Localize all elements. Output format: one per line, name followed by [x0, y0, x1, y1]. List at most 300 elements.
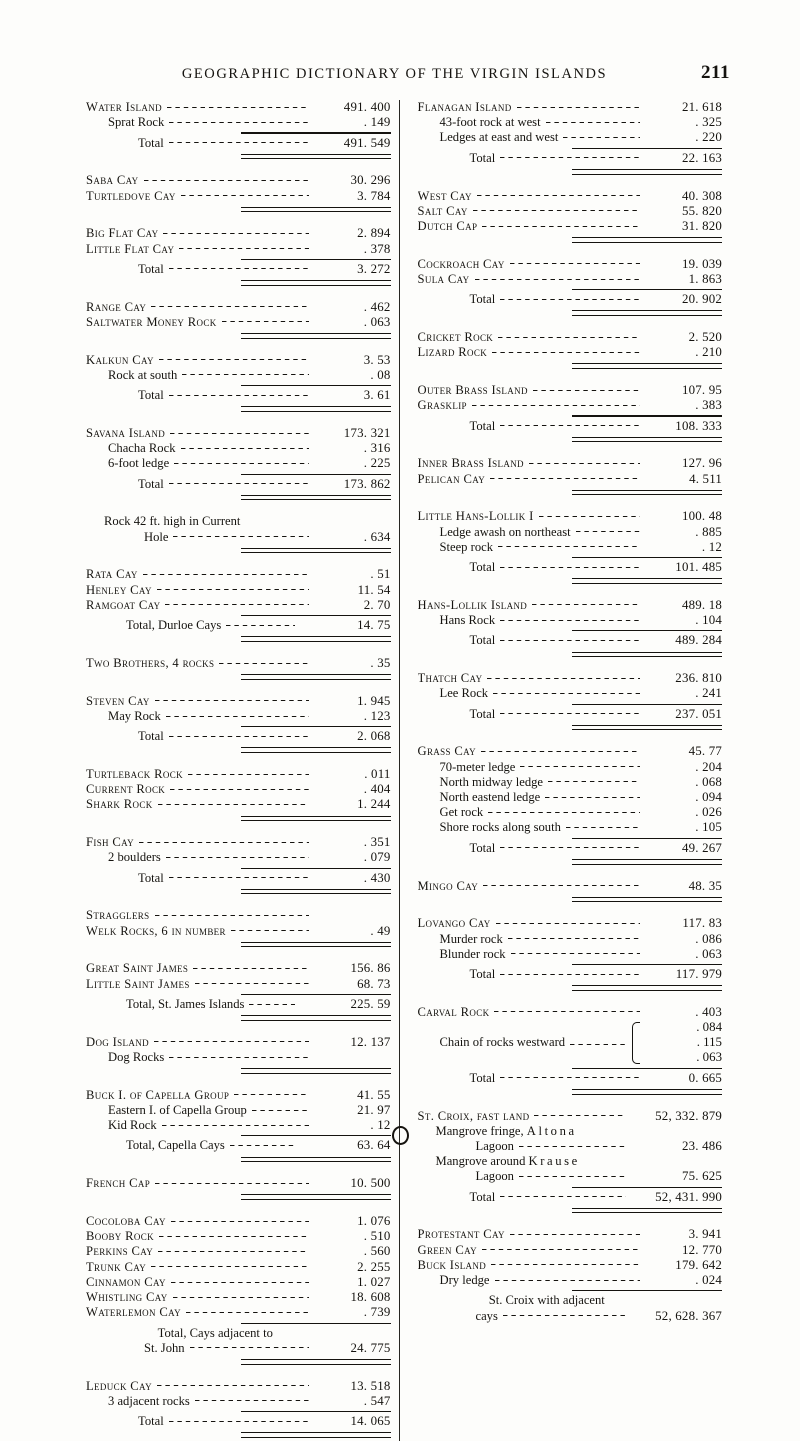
entry-value: . 220: [695, 130, 723, 145]
page-number: 211: [701, 62, 730, 83]
entry-label-wrap: [86, 173, 311, 188]
entry-row: [418, 1005, 723, 1020]
entry-label-wrap: [418, 100, 643, 115]
entry-row: [418, 130, 723, 145]
entry-label: Whistling Cay: [86, 1290, 168, 1305]
rule-line: [572, 630, 722, 631]
entry-value: . 149: [363, 115, 391, 130]
entry-value: 2. 520: [688, 330, 723, 344]
entry-label-wrap: [86, 908, 311, 923]
entry-label: May Rock: [108, 708, 161, 723]
entry-value: 68. 73: [357, 976, 391, 991]
entry-value: . 383: [695, 398, 723, 413]
entry-label: Cinnamon Cay: [86, 1274, 166, 1289]
entry-value: 237. 051: [675, 706, 723, 721]
rule-line: [241, 816, 391, 822]
entry-label-wrap: [418, 345, 643, 360]
entry-label-wrap: [86, 1229, 311, 1244]
right-column: [400, 100, 723, 1441]
rule-line: [241, 406, 391, 412]
entry-label-wrap: [86, 1414, 311, 1429]
entry-value: 21. 97: [357, 1102, 391, 1117]
entry-value: 101. 485: [675, 560, 723, 574]
rule-line: [241, 747, 391, 753]
entry-label-wrap: [418, 1109, 629, 1124]
wrapped-entry-line1: Mangrove fringe, Altona: [435, 1123, 577, 1138]
rule-line: [572, 1068, 722, 1069]
dot-leader: [155, 908, 309, 919]
entry-label: Total, Capella Cays: [126, 1138, 225, 1153]
entry-label-wrap: [86, 136, 311, 151]
group-gap: [86, 1077, 391, 1088]
group-gap: [418, 1216, 723, 1227]
group-double-rule: [86, 1194, 391, 1200]
wrapped-entry-line1: St. Croix with adjacent: [488, 1293, 605, 1308]
entry-label: St. John: [144, 1340, 185, 1355]
entry-row: [86, 477, 391, 492]
dot-leader: [500, 1071, 640, 1082]
entry-label-wrap: [418, 598, 643, 613]
entry-label: Total: [469, 1070, 496, 1085]
group-gap: [418, 372, 723, 383]
ring-glyph: [392, 1126, 409, 1145]
entry-row: [86, 656, 391, 671]
entry-value: . 079: [363, 850, 391, 865]
dot-leader: [498, 540, 640, 551]
rule-line: [572, 704, 722, 705]
entry-group: [86, 656, 391, 680]
entry-label-wrap: [86, 924, 311, 939]
entry-row: [418, 115, 723, 130]
dot-leader: [169, 1414, 309, 1425]
entry-row: [86, 315, 391, 330]
group-double-rule: [86, 747, 391, 753]
entry-label: 6-foot ledge: [108, 456, 170, 471]
entry-label: Total: [138, 1414, 164, 1429]
left-column: [86, 100, 399, 1441]
dot-leader: [473, 204, 640, 215]
rule-line: [241, 1068, 391, 1074]
dot-leader: [234, 1088, 308, 1099]
entry-value: 117. 979: [675, 967, 723, 981]
wrapped-entry: [86, 1326, 391, 1356]
group-double-rule: [418, 437, 723, 443]
entry-value: . 063: [363, 314, 391, 329]
entry-label-wrap: [418, 707, 643, 722]
entry-label: Carval Rock: [417, 1004, 490, 1019]
entry-value: . 123: [363, 708, 391, 723]
dot-leader: [231, 924, 309, 935]
entry-row: [418, 820, 723, 835]
entry-value: . 403: [695, 1004, 723, 1019]
entry-group: [418, 383, 723, 442]
group-double-rule: [86, 636, 391, 642]
entry-value: 41. 55: [357, 1087, 391, 1102]
entry-row: [418, 1258, 723, 1273]
rule-line: [241, 1432, 391, 1438]
dot-leader: [490, 472, 640, 483]
entry-label-wrap: [418, 686, 643, 701]
entry-value: 1. 027: [357, 1274, 391, 1289]
group-gap: [86, 1368, 391, 1379]
entry-value: 117. 83: [682, 916, 723, 931]
entry-row: [86, 1290, 391, 1305]
value-rule: [86, 615, 391, 616]
entry-label-wrap: [86, 598, 311, 613]
group-double-rule: [418, 652, 723, 658]
entry-label-wrap: [86, 300, 311, 315]
value-rule: [418, 1068, 723, 1069]
group-gap: [418, 498, 723, 509]
dot-leader: [158, 1244, 308, 1255]
entry-label-wrap: [418, 1227, 643, 1242]
dot-leader: [186, 1305, 309, 1316]
entry-label: Total: [469, 706, 496, 721]
entry-label-wrap: [86, 977, 311, 992]
entry-label: Lovango Cay: [417, 916, 491, 931]
entry-label: Total: [138, 870, 164, 885]
dot-leader: [171, 1275, 309, 1286]
entry-label: Water Island: [86, 100, 162, 114]
group-double-rule: [86, 889, 391, 895]
entry-group: [86, 426, 391, 501]
entry-label: Little Hans-Lollik I: [417, 509, 534, 524]
entry-label-wrap: [418, 257, 643, 272]
entry-label-wrap: [86, 618, 297, 633]
entry-label-wrap: [418, 398, 643, 413]
entry-value: . 12: [370, 1118, 391, 1133]
group-gap: [86, 897, 391, 908]
entry-value: 1. 863: [688, 271, 723, 286]
entry-label-wrap: [418, 472, 643, 487]
entry-label: Dry ledge: [439, 1273, 490, 1288]
group-double-rule: [418, 310, 723, 316]
dot-leader: [519, 1169, 626, 1180]
entry-label-wrap: [86, 1260, 311, 1275]
group-double-rule: [86, 942, 391, 948]
column-divider-rule: [399, 100, 400, 1441]
group-double-rule: [86, 1157, 391, 1163]
entry-value: . 51: [370, 567, 391, 582]
entry-row: [418, 1190, 723, 1205]
entry-row: [418, 916, 723, 931]
dot-leader: [143, 567, 309, 578]
entry-label: North eastend ledge: [439, 790, 541, 804]
dot-leader: [500, 707, 640, 718]
dot-leader: [510, 257, 640, 268]
dot-leader: [249, 997, 294, 1008]
entry-value: . 204: [695, 759, 723, 774]
value-rule: [86, 385, 391, 386]
value-rule: [418, 964, 723, 965]
entry-row: [86, 1305, 391, 1320]
entry-row: [418, 398, 723, 413]
rule-line: [572, 964, 722, 965]
entry-value: 52, 431. 990: [655, 1189, 723, 1204]
entry-label-wrap: [418, 330, 643, 345]
group-double-rule: [418, 169, 723, 175]
group-gap: [418, 994, 723, 1005]
entry-row: [418, 1071, 723, 1086]
entry-label-wrap: [418, 560, 643, 575]
entry-value: 48. 35: [688, 878, 723, 893]
rule-line: [572, 838, 722, 839]
entry-label-wrap: [418, 633, 643, 648]
dot-leader: [500, 841, 640, 852]
entry-label: West Cay: [417, 188, 472, 203]
entry-label: St. Croix, fast land: [417, 1108, 530, 1123]
entry-row: [86, 300, 391, 315]
entry-label: Pelican Cay: [417, 471, 486, 486]
entry-value: 3. 53: [363, 352, 391, 367]
dot-leader: [222, 315, 309, 326]
entry-value: . 068: [695, 774, 723, 789]
entry-label-wrap: [418, 419, 643, 434]
entry-row: [418, 540, 723, 555]
group-gap: [418, 445, 723, 456]
group-gap: [86, 1024, 391, 1035]
group-gap: [418, 905, 723, 916]
entry-label-wrap: [86, 583, 311, 598]
entry-value: 55. 820: [681, 203, 723, 218]
entry-group: [418, 879, 723, 903]
entry-row: [86, 242, 391, 257]
entry-group: [86, 961, 391, 1020]
entry-label-wrap: [86, 961, 311, 976]
rule-line: [572, 237, 722, 243]
entry-label: Kalkun Cay: [86, 352, 154, 367]
rule-line: [572, 897, 722, 903]
rule-line: [572, 437, 722, 443]
entry-group: [86, 173, 391, 212]
dot-leader: [482, 1243, 640, 1254]
dot-leader: [500, 292, 640, 303]
entry-group: [86, 1379, 391, 1438]
group-double-rule: [86, 495, 391, 501]
entry-label: Total: [138, 135, 164, 150]
dot-leader: [566, 820, 640, 831]
entry-row: [418, 345, 723, 360]
entry-value: . 241: [695, 686, 723, 701]
entry-value: . 560: [363, 1244, 391, 1259]
dot-leader: [159, 1229, 309, 1240]
group-double-rule: [418, 897, 723, 903]
entry-row: [86, 368, 391, 383]
entry-value: 14. 065: [350, 1414, 391, 1429]
dot-leader: [500, 560, 640, 571]
entry-label: Salt Cay: [417, 203, 468, 218]
entry-label-wrap: [86, 997, 297, 1012]
entry-row: [418, 967, 723, 982]
dot-leader: [179, 242, 308, 253]
entry-label: Sprat Rock: [108, 115, 165, 130]
entry-row: [86, 1088, 391, 1103]
entry-row: [418, 219, 723, 234]
running-head-title: GEOGRAPHIC DICTIONARY OF THE VIRGIN ISLANDS: [181, 66, 608, 82]
entry-value: 1. 244: [357, 797, 391, 812]
entry-label: French Cap: [86, 1176, 151, 1191]
dot-leader: [472, 398, 640, 409]
entry-label: 43-foot rock at west: [439, 115, 541, 130]
entry-value: 225. 59: [350, 996, 391, 1011]
dot-leader: [226, 618, 294, 629]
entry-value: . 094: [695, 790, 723, 804]
wrapped-entry-line2: [86, 530, 391, 545]
wrapped-entry: [86, 514, 391, 544]
entry-label: Total: [138, 476, 164, 491]
entry-value: 3. 941: [688, 1227, 723, 1242]
entry-group: [86, 767, 391, 821]
dot-leader: [511, 947, 640, 958]
entry-label: Murder rock: [439, 931, 503, 946]
value-rule: [86, 132, 391, 133]
group-gap: [418, 246, 723, 257]
entry-label: Little Flat Cay: [86, 241, 175, 256]
entry-label: Shore rocks along south: [439, 820, 561, 835]
entry-value: 107. 95: [681, 383, 723, 397]
entry-value: . 225: [363, 456, 391, 471]
group-gap: [86, 1203, 391, 1214]
entry-label: Total: [138, 261, 164, 276]
dot-leader: [188, 767, 309, 778]
entry-label: Rata Cay: [86, 567, 138, 582]
group-gap: [86, 683, 391, 694]
dot-leader: [498, 330, 640, 341]
wrapped-entry: [418, 1154, 723, 1184]
entry-value: 10. 500: [350, 1176, 391, 1191]
entry-label-wrap: [418, 805, 643, 820]
entry-label-wrap: [86, 835, 311, 850]
entry-row: [86, 924, 391, 939]
group-gap: [86, 756, 391, 767]
rule-line: [241, 636, 391, 642]
rule-line: [572, 415, 722, 416]
rule-line: [572, 289, 722, 290]
entry-row: [418, 419, 723, 434]
entry-label: Total: [469, 418, 496, 433]
entry-value: . 404: [363, 782, 391, 797]
group-gap: [86, 342, 391, 353]
entry-group: [418, 509, 723, 584]
rule-line: [241, 868, 391, 869]
entry-value: 2. 70: [363, 597, 391, 612]
entry-label-wrap: [86, 1244, 311, 1259]
dot-leader: [151, 300, 308, 311]
dot-leader: [533, 383, 640, 394]
entry-label-wrap: [86, 567, 311, 582]
entry-row: [418, 257, 723, 272]
entry-row: [418, 330, 723, 345]
entry-row: [86, 189, 391, 204]
rule-line: [241, 280, 391, 286]
entry-row: [418, 633, 723, 648]
entry-row: [86, 426, 391, 441]
entry-group: [86, 226, 391, 285]
entry-label: North midway ledge: [439, 774, 544, 789]
entry-row: [86, 1379, 391, 1394]
entry-label-wrap: [418, 744, 643, 759]
dot-leader: [144, 173, 309, 184]
entry-label-wrap: [418, 272, 643, 287]
rule-line: [572, 1187, 722, 1188]
entry-label: Cockroach Cay: [417, 256, 505, 271]
group-gap: [418, 868, 723, 879]
entry-group: [418, 257, 723, 316]
entry-label: Two Brothers, 4 rocks: [86, 655, 215, 670]
rule-line: [572, 1089, 722, 1095]
entry-label-wrap: [86, 1035, 311, 1050]
rule-line: [241, 1194, 391, 1200]
entry-value: . 634: [363, 529, 391, 544]
group-double-rule: [86, 1359, 391, 1365]
entry-label: Total: [469, 292, 496, 307]
entry-value: 75. 625: [681, 1169, 723, 1184]
entry-row: [86, 835, 391, 850]
brace-label: [418, 1020, 631, 1066]
entry-row: [418, 841, 723, 856]
entry-group: [86, 908, 391, 947]
entry-value: 45. 77: [688, 744, 723, 759]
entry-label-wrap: [86, 782, 311, 797]
entry-label-wrap: [86, 456, 311, 471]
entry-label-wrap: [86, 368, 311, 383]
dot-leader: [181, 189, 309, 200]
entry-label: Dog Rocks: [108, 1049, 165, 1064]
entry-value: . 086: [695, 931, 723, 946]
rule-line: [241, 385, 391, 386]
entry-row: [418, 613, 723, 628]
entry-row: [418, 204, 723, 219]
entry-group: [86, 1035, 391, 1074]
dot-leader: [500, 151, 640, 162]
dot-leader: [155, 1176, 308, 1187]
value-rule: [418, 1187, 723, 1188]
rule-line: [241, 207, 391, 213]
group-gap: [86, 950, 391, 961]
group-double-rule: [418, 237, 723, 243]
entry-label: Buck I. of Capella Group: [86, 1087, 230, 1102]
entry-row: [418, 509, 723, 524]
entry-label: Total: [469, 560, 496, 574]
entry-value: . 08: [370, 367, 391, 382]
entry-label-wrap: [418, 1309, 629, 1324]
entry-row: [418, 100, 723, 115]
value-rule: [418, 630, 723, 631]
entry-label: Hole: [144, 529, 169, 544]
entry-row: [86, 871, 391, 886]
entry-label-wrap: [418, 820, 643, 835]
dot-leader: [488, 805, 640, 816]
rule-line: [572, 859, 722, 865]
entry-label-wrap: [418, 775, 643, 790]
entry-row: [86, 1260, 391, 1275]
entry-label: Mingo Cay: [417, 878, 479, 893]
rule-line: [241, 615, 391, 616]
dot-leader: [545, 790, 640, 801]
dot-leader: [477, 189, 640, 200]
value-rule: [418, 838, 723, 839]
rule-line: [241, 674, 391, 680]
entry-label-wrap: [86, 226, 311, 241]
entry-value: 236. 810: [675, 671, 723, 686]
entry-value: 52, 332. 879: [655, 1108, 723, 1123]
entry-value: 52, 628. 367: [655, 1308, 723, 1323]
group-double-rule: [86, 154, 391, 160]
rule-line: [241, 889, 391, 895]
entry-row: [86, 1035, 391, 1050]
dot-leader: [491, 1258, 640, 1269]
entry-label-wrap: [86, 1341, 311, 1356]
